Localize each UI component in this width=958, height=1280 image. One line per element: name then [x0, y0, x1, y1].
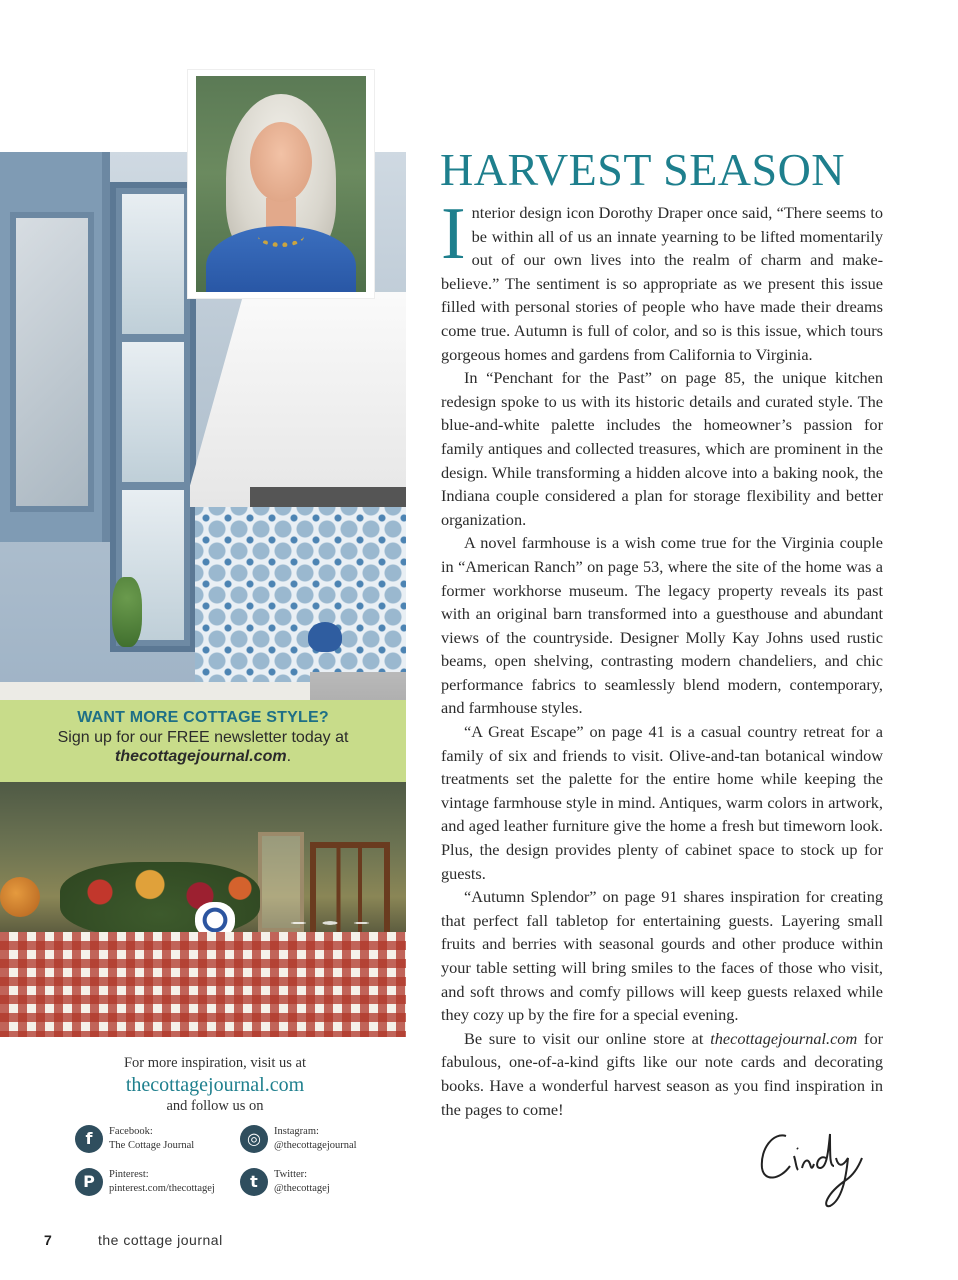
article-paragraph: In “Penchant for the Past” on page 85, the unique kitchen redesign spoke to us with its historic details and curated style. The blue-and-white palette includes the homeowner’s passion for family antiques and collected treasures, which are prominent in the design. While transforming a hidden alcove into a baking nook, the Indiana couple considered a plan for storage flexibility and better organization.	[441, 368, 883, 529]
publication-name: the cottage journal	[98, 1232, 223, 1248]
social-network: Twitter:	[274, 1169, 308, 1180]
social-network: Pinterest:	[109, 1169, 149, 1180]
promo-text: Sign up for our FREE newsletter today at	[57, 729, 349, 746]
glassware	[285, 912, 375, 934]
store-link[interactable]: thecottagejournal.com	[710, 1028, 858, 1048]
article-paragraph: Interior design icon Dorothy Draper once said, “There seems to be within all of us an innate yearning to be lifted momentarily out of our own lives into the realm of charm and make-believe.” The sentiment is so appropriate as we present this issue filled with personal stories of people who have made their dreams come true. Autumn is full of color, and so is this issue, which tours gorgeous homes and gardens from California to Virginia.	[441, 193, 883, 364]
social-pinterest[interactable]	[75, 1166, 245, 1198]
follow-intro: For more inspiration, visit us at	[123, 1055, 307, 1071]
follow-block	[0, 1055, 430, 1115]
article-paragraph: Be sure to visit our online store at thecottagejournal.com for fabulous, one-of-a-kind gifts like our note cards and decorating books. Have a wonderful harvest season as you find inspiration in the pages to come!	[441, 1028, 884, 1119]
promo-period: .	[286, 748, 292, 765]
kettle	[308, 622, 342, 652]
facebook-icon: f	[75, 1125, 103, 1153]
autumn-table-photo	[0, 782, 406, 1037]
newsletter-promo	[0, 700, 406, 782]
social-links	[75, 1123, 395, 1203]
gingham-tablecloth	[0, 932, 406, 1037]
article-paragraph: A novel farmhouse is a wish come true for the Virginia couple in “American Ranch” on page 53, where the site of the home was a former workhorse museum. The legacy property reveals its past with an original barn transformed into a guesthouse and abundant views of the countryside. Designer Molly Kay Johns used rustic beams, open shelving, contrasting modern chandeliers, and chic performance fabrics to seamlessly blend modern, contemporary, and farmhouse styles.	[441, 533, 883, 718]
tile-backsplash	[195, 507, 406, 682]
editor-portrait	[188, 70, 374, 298]
promo-title: WANT MORE COTTAGE STYLE?	[77, 709, 329, 726]
pinterest-icon: P	[75, 1168, 103, 1196]
social-handle: @thecottagej	[274, 1183, 330, 1194]
editor-signature	[756, 1128, 866, 1210]
glass-cabinet	[0, 152, 110, 542]
social-facebook[interactable]	[75, 1123, 245, 1155]
range-hood	[190, 292, 406, 507]
social-network: Instagram:	[274, 1126, 319, 1137]
twitter-icon: t	[240, 1168, 268, 1196]
social-instagram[interactable]	[240, 1123, 410, 1155]
social-twitter[interactable]	[240, 1166, 410, 1198]
article-headline: HARVEST SEASON	[440, 144, 846, 195]
promo-link[interactable]: thecottagejournal.com	[114, 748, 287, 765]
article-paragraph: “Autumn Splendor” on page 91 shares inspiration for creating that perfect fall tabletop for entertaining guests. Layering small fruits and berries with seasonal gourds and other produce within your table setting will bring smiles to the faces of those who visit, and soft throws and comfy pillows will keep guests relaxed while they cozy up by the fire for a special evening.	[441, 887, 883, 1025]
potted-plant	[112, 577, 142, 647]
social-handle: The Cottage Journal	[109, 1140, 195, 1151]
stove-range	[310, 672, 406, 700]
pumpkin	[0, 877, 40, 917]
page-number: 7	[44, 1232, 52, 1248]
article-body	[441, 193, 884, 1121]
social-handle: @thecottagejournal	[274, 1140, 357, 1151]
social-network: Facebook:	[109, 1126, 153, 1137]
social-handle: pinterest.com/thecottagej	[109, 1183, 215, 1194]
article-paragraph: “A Great Escape” on page 41 is a casual country retreat for a family of six and friends to visit. Olive-and-tan botanical window treatments set the palette for the entire home while keeping the vintage farmhouse style in mind. Antiques, warm colors in artwork, and aged leather furniture give the home a fresh but timeworn look. Plus, the design provides plenty of cabinet space to stock up for guests.	[441, 722, 883, 883]
follow-line: and follow us on	[166, 1098, 264, 1114]
instagram-icon: ◎	[240, 1125, 268, 1153]
follow-site-link[interactable]: thecottagejournal.com	[125, 1074, 305, 1096]
drop-cap: I	[441, 193, 466, 275]
